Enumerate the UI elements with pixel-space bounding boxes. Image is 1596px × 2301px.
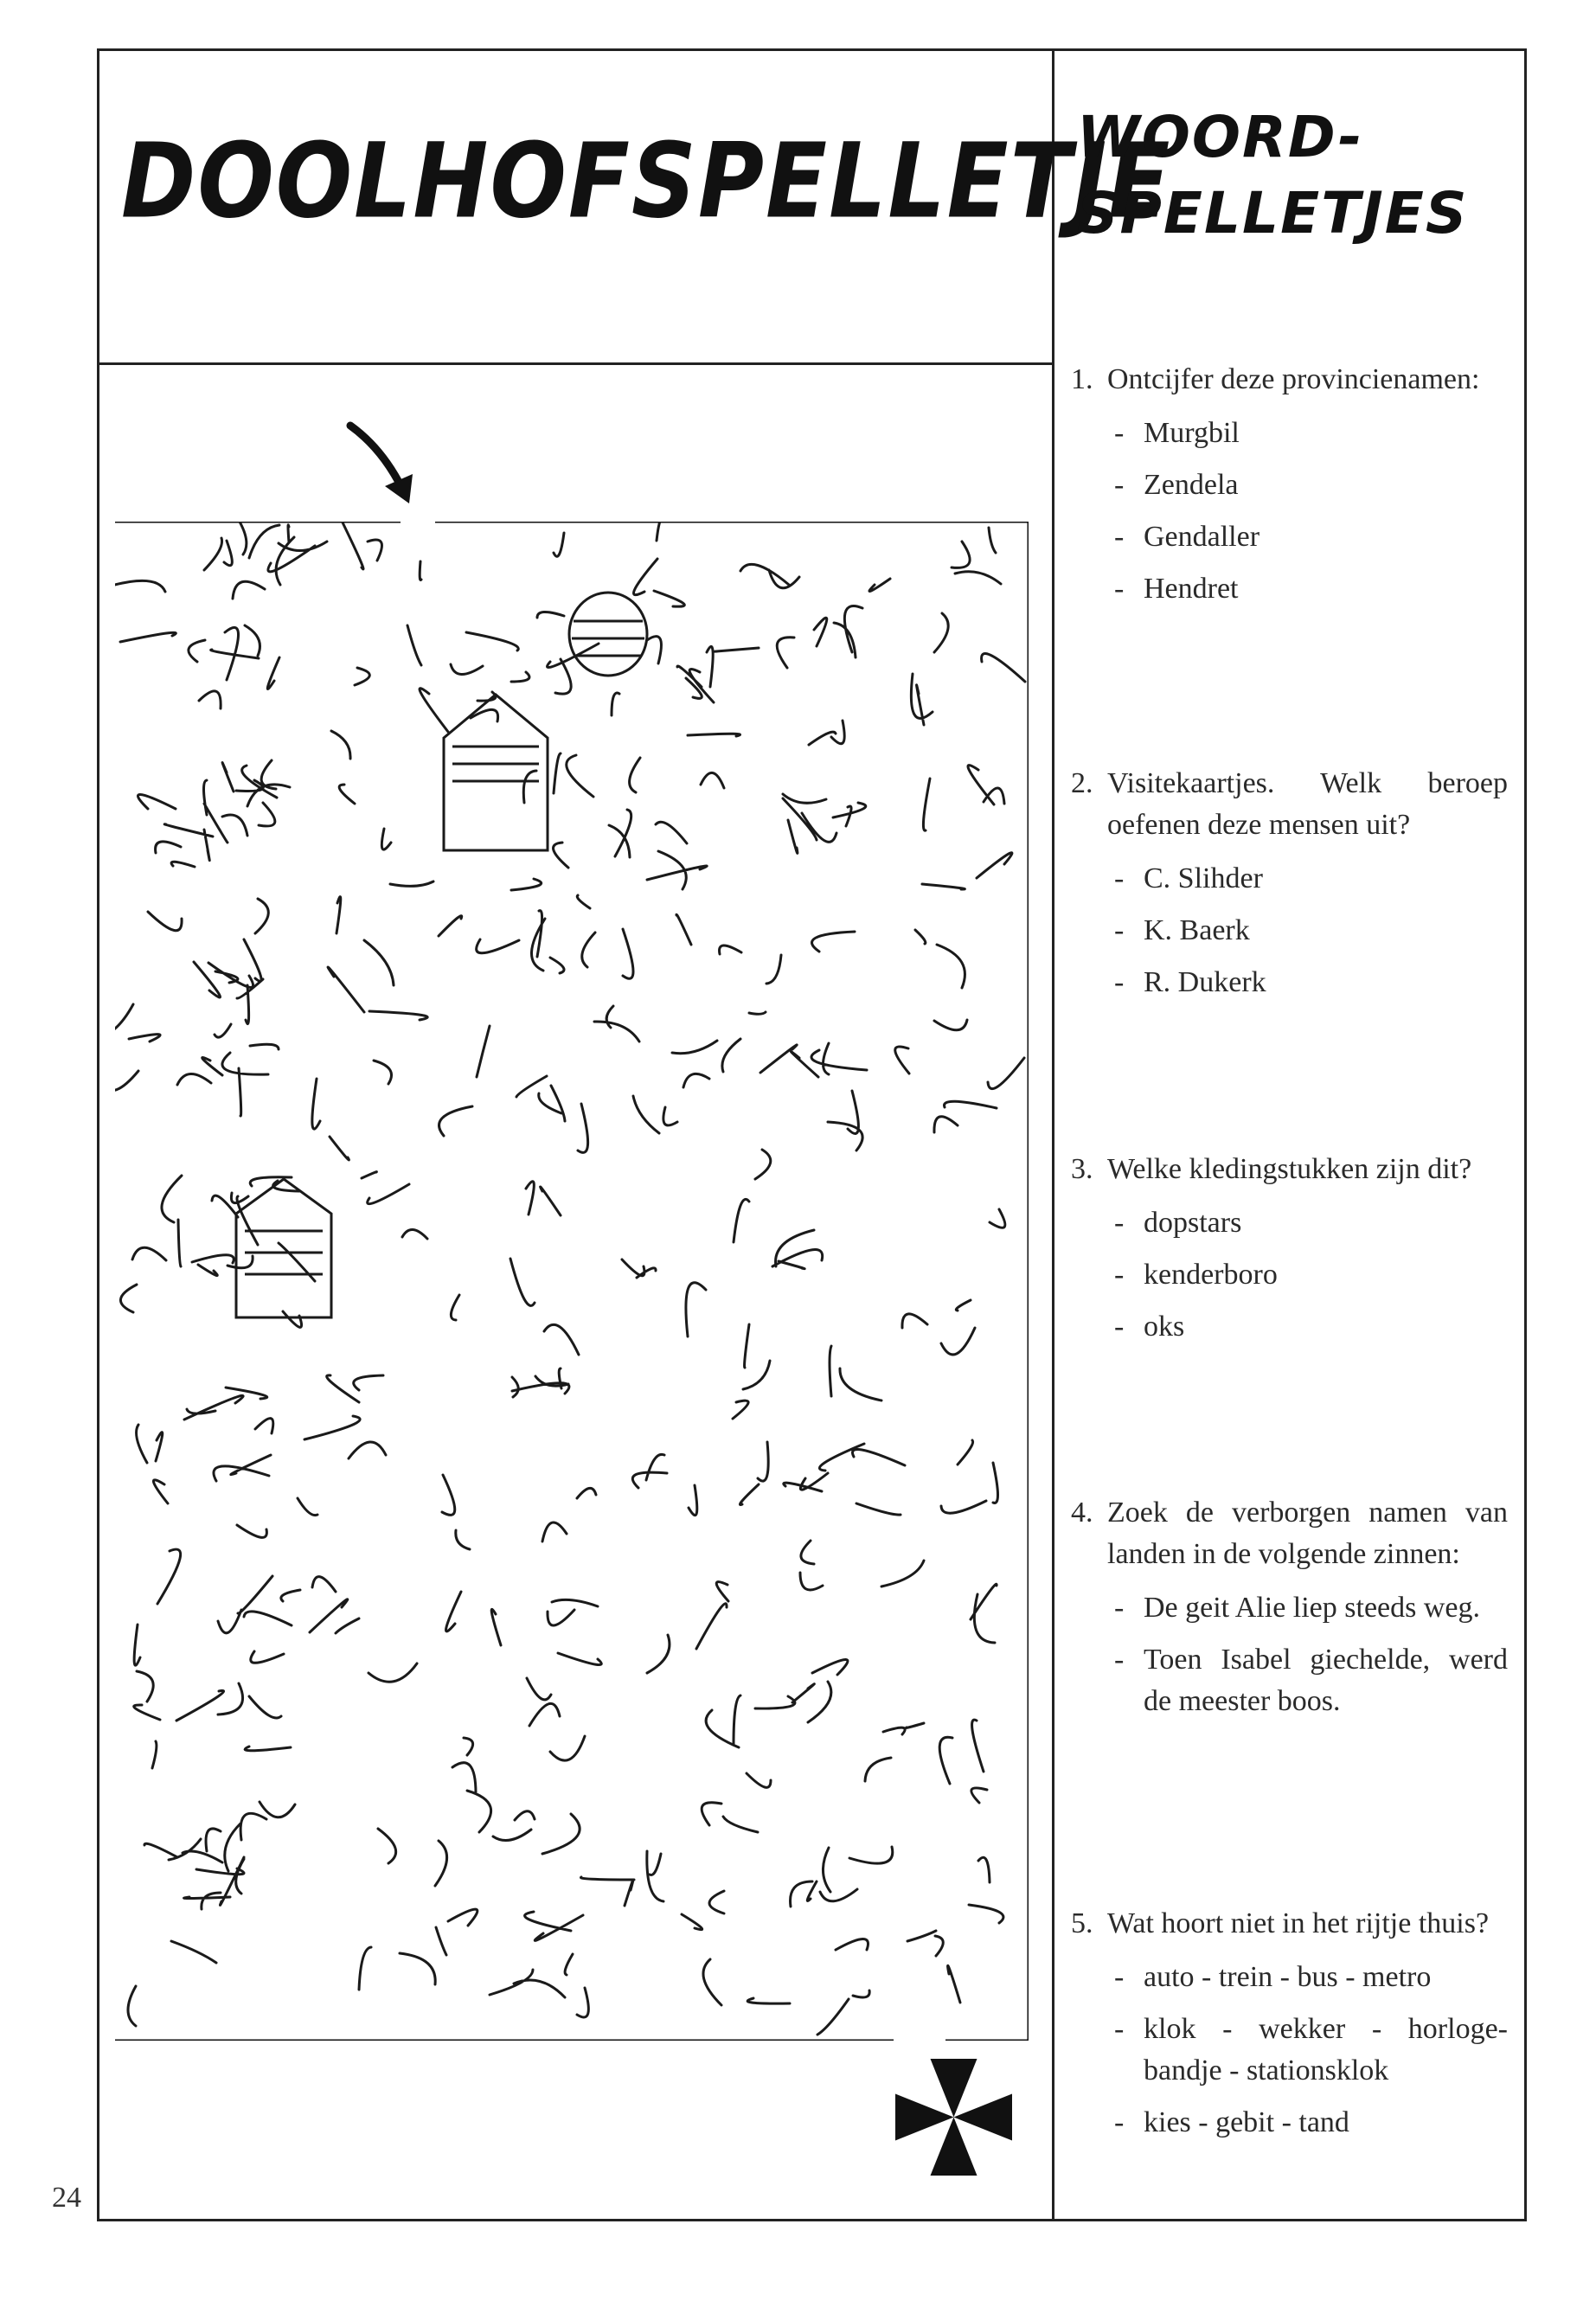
list-item: - Hendret	[1114, 573, 1239, 605]
list-item: - Gendaller	[1114, 521, 1260, 553]
word-games-title-line2: SPELLETJES	[1077, 180, 1469, 247]
question-3	[1071, 1149, 1508, 1358]
question-text: Ontcijfer deze provincienamen:	[1107, 363, 1480, 395]
question-text: Zoek de verborgen namen van landen in de volgende zinnen:	[1107, 1497, 1508, 1570]
word-games-title-line1: WOORD-	[1077, 104, 1364, 170]
maze-puzzle[interactable]	[115, 522, 1029, 2041]
list-item: - C. Slihder	[1114, 862, 1263, 894]
question-4	[1071, 1492, 1508, 1733]
question-text: Visitekaartjes. Welk beroep oefenen deze mensen uit?	[1107, 767, 1508, 841]
list-item: - oks	[1114, 1311, 1185, 1343]
list-item: - De geit Alie liep steeds weg.	[1114, 1592, 1481, 1624]
list-item: - Murgbil	[1114, 417, 1240, 449]
list-item: - Zendela	[1114, 469, 1239, 501]
maze-title: DOOLHOFSPELLETJE	[121, 119, 1172, 242]
list-item: - dopstars	[1114, 1207, 1242, 1239]
question-number: 5.	[1071, 1907, 1093, 1939]
arrow-down-right-icon	[342, 415, 428, 510]
list-item: - K. Baerk	[1114, 914, 1250, 946]
question-number: 4.	[1071, 1497, 1093, 1529]
question-number: 1.	[1071, 363, 1093, 395]
list-item: - Toen Isabel giechelde, werd de meester boos.	[1114, 1644, 1508, 1717]
list-item: - R. Dukerk	[1114, 966, 1266, 998]
question-text: Wat hoort niet in het rijtje thuis?	[1107, 1907, 1490, 1939]
word-games-title	[1077, 99, 1518, 252]
question-2	[1071, 763, 1508, 1014]
maltese-cross-icon	[895, 2059, 1012, 2176]
list-item: - kenderboro	[1114, 1259, 1278, 1291]
question-text: Welke kledingstukken zijn dit?	[1107, 1153, 1472, 1185]
question-number: 3.	[1071, 1153, 1093, 1185]
question-5	[1071, 1903, 1508, 2154]
list-item: - auto - trein - bus - metro	[1114, 1961, 1432, 1993]
question-number: 2.	[1071, 767, 1093, 799]
page-number: 24	[52, 2182, 81, 2214]
question-1	[1071, 359, 1508, 620]
list-item: - kies - gebit - tand	[1114, 2106, 1349, 2138]
list-item: - klok - wekker - horloge-bandje - stationsklok	[1114, 2013, 1508, 2086]
